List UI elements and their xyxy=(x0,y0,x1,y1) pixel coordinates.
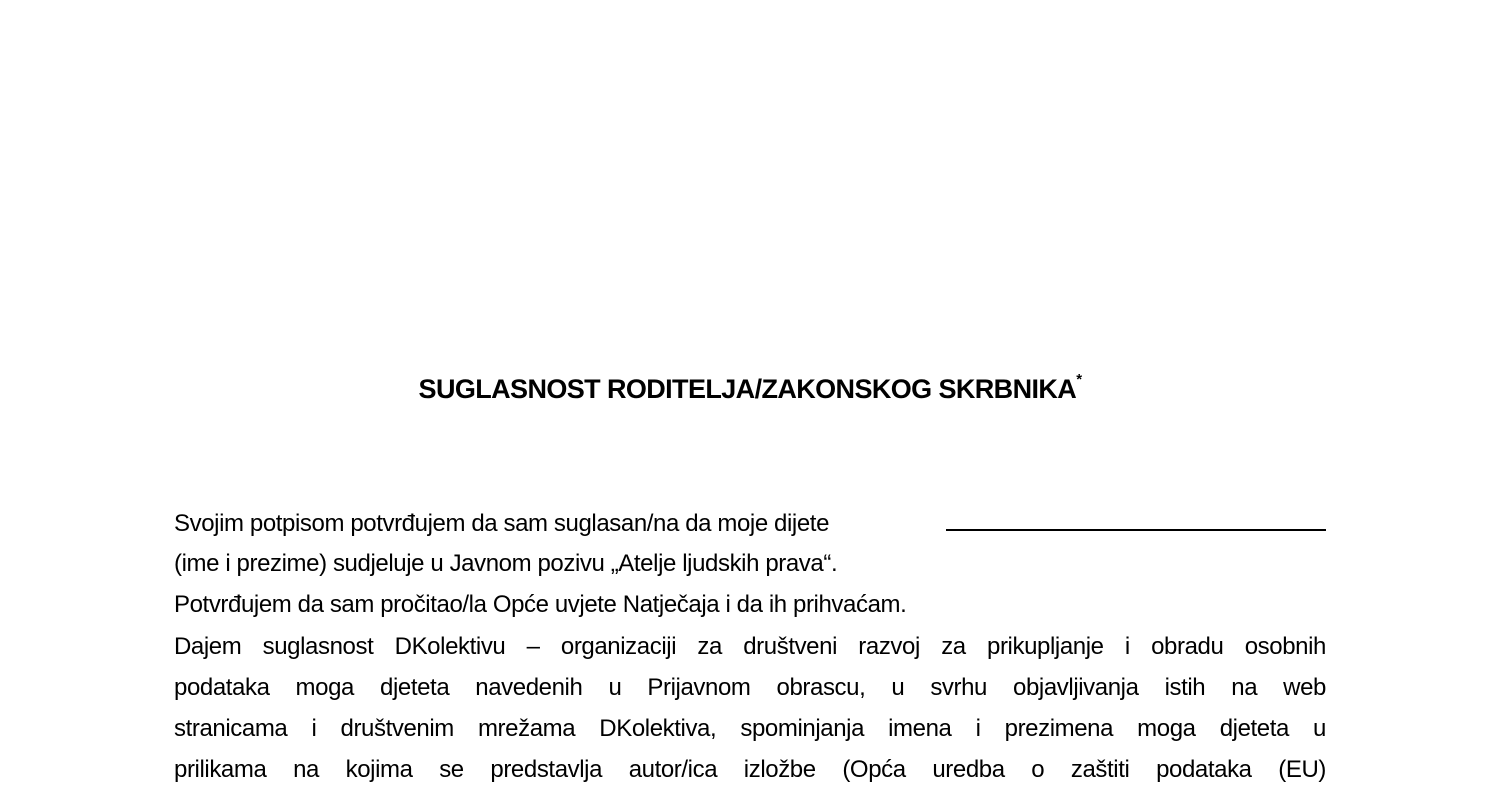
body-line: podataka moga djeteta navedenih u Prijavnom obrascu, u svrhu objavljivanja istih na web xyxy=(174,673,1326,701)
body-line: Potvrđujem da sam pročitao/la Opće uvjete Natječaja i da ih prihvaćam. xyxy=(174,591,907,619)
body-line: prilikama na kojima se predstavlja autor/ica izložbe (Opća uredba o zaštiti podataka (EU) xyxy=(174,756,1326,784)
document-title xyxy=(0,371,1500,405)
document-body xyxy=(174,505,1326,793)
body-line: Dajem suglasnost DKolektivu – organizaciji za društveni razvoj za prikupljanje i obradu osobnih xyxy=(174,632,1326,660)
child-name-blank-field[interactable] xyxy=(946,505,1326,531)
consent-line-child-name xyxy=(174,505,1326,546)
body-line: Svojim potpisom potvrđujem da sam suglasan/na da moje dijete xyxy=(174,510,830,537)
title-text: SUGLASNOST RODITELJA/ZAKONSKOG SKRBNIKA xyxy=(418,374,1077,404)
body-line: stranicama i društvenim mrežama DKolektiva, spominjanja imena i prezimena moga djeteta u xyxy=(174,714,1326,742)
body-line: (ime i prezime) sudjeluje u Javnom pozivu „Atelje ljudskih prava“. xyxy=(174,550,838,578)
footnote-mark: * xyxy=(1076,371,1082,388)
